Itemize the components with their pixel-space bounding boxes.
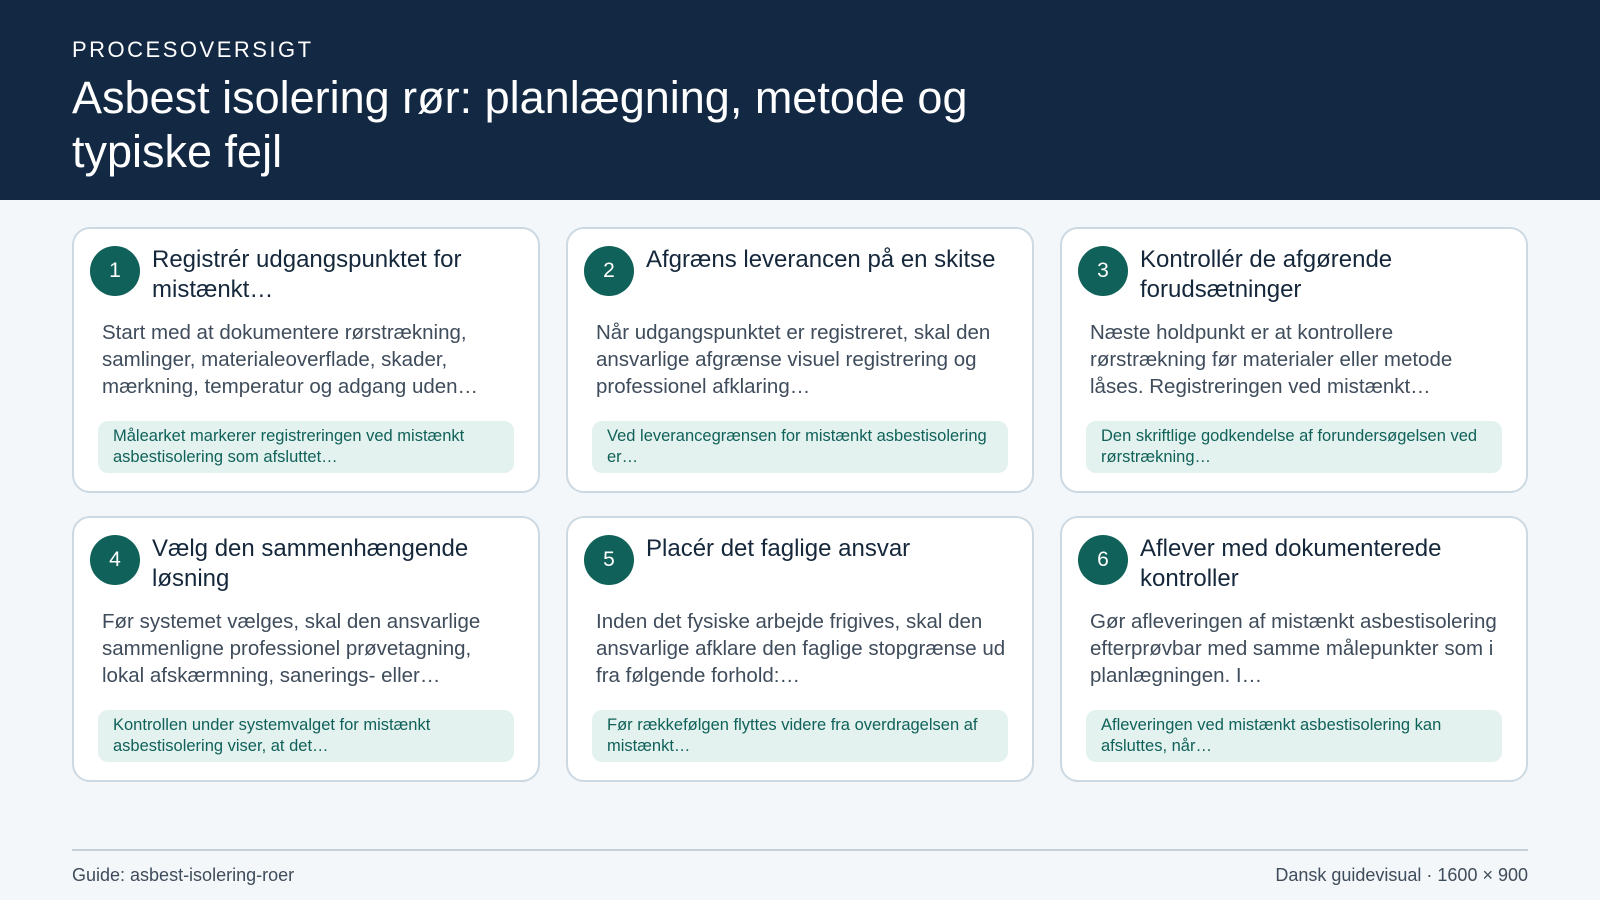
step-checkpoint-note: Før rækkefølgen flyttes videre fra overdragelsen af mistænkt… [592,710,1008,762]
step-card-5 [566,516,1034,782]
step-title: Registrér udgangspunktet for mistænkt… [152,246,462,303]
step-description: Start med at dokumentere rørstrækning, samlinger, materialeoverflade, skader, mærkning, temperatur og adgang uden… [102,321,479,398]
step-card-1 [72,227,540,493]
step-number-badge: 2 [584,246,634,296]
step-description: Inden det fysiske arbejde frigives, skal den ansvarlige afklare den faglige stopgrænse ud fra følgende forhold:… [596,610,1006,687]
step-title: Vælg den sammenhængende løsning [152,535,469,592]
step-title: Aflever med dokumenterede kontroller [1140,535,1442,592]
step-checkpoint-note: Den skriftlige godkendelse af forundersøgelsen ved rørstrækning… [1086,421,1502,473]
step-checkpoint-note: Afleveringen ved mistænkt asbestisolering kan afsluttes, når… [1086,710,1502,762]
page-eyebrow: PROCESOVERSIGT [72,37,314,62]
step-checkpoint-note: Ved leverancegrænsen for mistænkt asbestisolering er… [592,421,1008,473]
page-title: Asbest isolering rør: planlægning, metode og typiske fejl [72,72,968,177]
page-header [0,0,1600,200]
step-number-badge: 4 [90,535,140,585]
step-title: Afgræns leverancen på en skitse [646,246,996,273]
footer-divider [72,849,1528,851]
step-checkpoint-note: Kontrollen under systemvalget for mistænkt asbestisolering viser, at det… [98,710,514,762]
step-card-3 [1060,227,1528,493]
step-description: Når udgangspunktet er registreret, skal den ansvarlige afgrænse visuel registrering og professionel afklaring… [596,321,991,398]
step-description: Næste holdpunkt er at kontrollere rørstrækning før materialer eller metode låses. Registreringen ved mistænkt… [1090,321,1453,398]
footer-guide-slug: Guide: asbest-isolering-roer [72,865,295,885]
step-card-2 [566,227,1034,493]
process-steps-grid [72,227,1528,782]
step-title: Kontrollér de afgørende forudsætninger [1140,246,1393,303]
step-number-badge: 5 [584,535,634,585]
step-description: Gør afleveringen af mistænkt asbestisolering efterprøvbar med samme målepunkter som i planlægningen. I… [1090,610,1497,687]
step-number-badge: 1 [90,246,140,296]
step-card-6 [1060,516,1528,782]
step-checkpoint-note: Målearket markerer registreringen ved mistænkt asbestisolering som afsluttet… [98,421,514,473]
step-card-4 [72,516,540,782]
step-number-badge: 6 [1078,535,1128,585]
step-title: Placér det faglige ansvar [646,535,911,562]
step-description: Før systemet vælges, skal den ansvarlige sammenligne professionel prøvetagning, lokal afskærmning, sanerings- eller… [102,610,481,687]
footer-format-label: Dansk guidevisual · 1600 × 900 [1275,865,1528,885]
step-number-badge: 3 [1078,246,1128,296]
